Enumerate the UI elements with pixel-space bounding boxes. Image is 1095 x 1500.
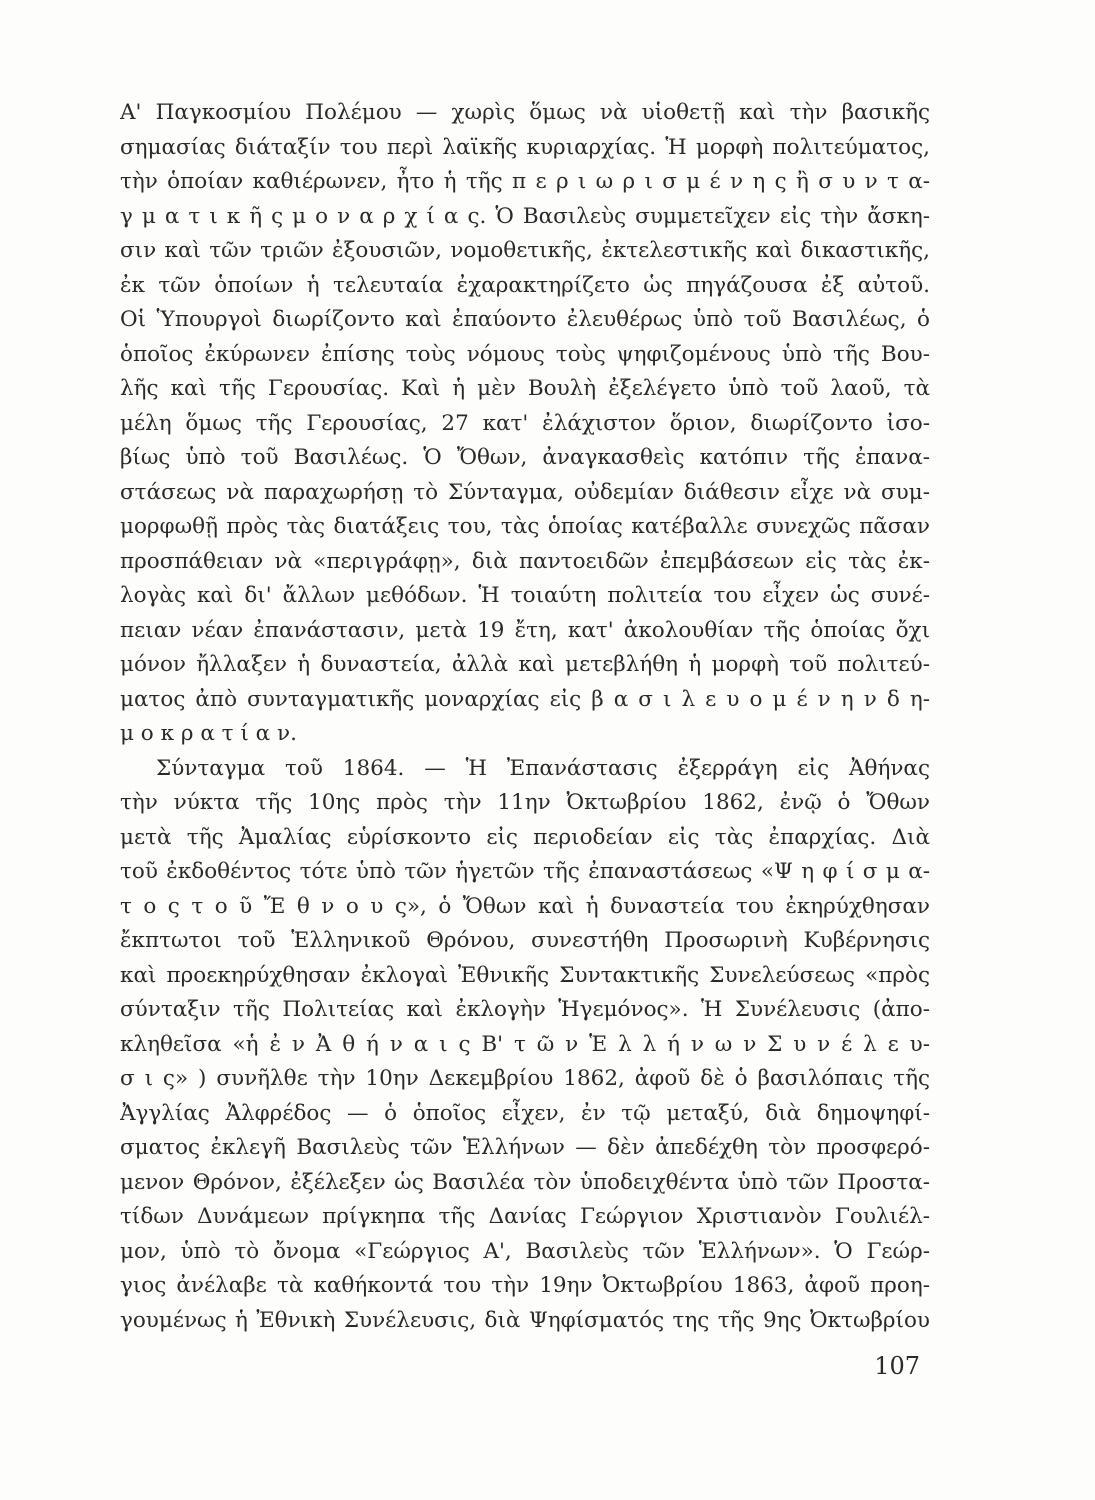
text-line: Α' Παγκοσμίου Πολέμου — χωρὶς ὅμως νὰ υἱοθετῇ καὶ τὴν βασικῆς [120,100,930,125]
text-line: λῆς καὶ τῆς Γερουσίας. Καὶ ἡ μὲν Βουλὴ ἐξελέγετο ὑπὸ τοῦ λαοῦ, τὰ [120,376,930,401]
section-heading-line: Σύνταγμα τοῦ 1864. — Ἡ Ἐπανάστασις ἐξερράγη εἰς Ἀθήνας [156,755,930,781]
text-line: τοῦ ἐκδοθέντος τότε ὑπὸ τῶν ἡγετῶν τῆς ἐπαναστάσεως «Ψ η φ ί σ μ α- [120,859,930,884]
text-line: πειαν νέαν ἐπανάστασιν, μετὰ 19 ἔτη, κατ' ἀκολουθίαν τῆς ὁποίας ὄχι [120,617,930,643]
text-line: μόνον ἤλλαξεν ἡ δυναστεία, ἀλλὰ καὶ μετεβλήθη ἡ μορφὴ τοῦ πολιτεύ- [120,652,930,677]
text-line: μετὰ τῆς Ἀμαλίας εὑρίσκοντο εἰς περιοδείαν εἰς τὰς ἐπαρχίας. Διὰ [120,824,930,850]
text-line: ἔκπτωτοι τοῦ Ἑλληνικοῦ Θρόνου, συνεστήθη Προσωρινὴ Κυβέρνησις [120,928,930,953]
text-line: γουμένως ἡ Ἐθνικὴ Συνέλευσις, διὰ Ψηφίσματός της τῆς 9ης Ὀκτωβρίου [120,1307,930,1333]
text-line: γ μ α τ ι κ ῆ ς μ ο ν α ρ χ ί α ς. Ὁ Βασιλεὺς συμμετεῖχεν εἰς τὴν ἄσκη- [120,203,930,229]
text-line: σύνταξιν τῆς Πολιτείας καὶ ἐκλογὴν Ἡγεμόνος». Ἡ Συνέλευσις (ἀπο- [120,997,930,1022]
text-line: σματος ἐκλεγῆ Βασιλεὺς τῶν Ἑλλήνων — δὲν ἀπεδέχθη τὸν προσφερό- [120,1135,930,1160]
text-line: Οἱ Ὑπουργοὶ διωρίζοντο καὶ ἐπαύοντο ἐλευθέρως ὑπὸ τοῦ Βασιλέως, ὁ [120,307,930,332]
text-line: μ ο κ ρ α τ ί α ν. [120,721,297,746]
text-line: τὴν ὁποίαν καθιέρωνεν, ἦτο ἡ τῆς π ε ρ ι ω ρ ι σ μ έ ν η ς ἢ σ υ ν τ α- [120,169,930,194]
text-line: ἐκ τῶν ὁποίων ἡ τελευταία ἐχαρακτηρίζετο ὡς πηγάζουσα ἐξ αὐτοῦ. [120,272,930,298]
page-number: 107 [874,1352,920,1380]
text-line: βίως ὑπὸ τοῦ Βασιλέως. Ὁ Ὄθων, ἀναγκασθεὶς κατόπιν τῆς ἐπανα- [120,445,930,470]
text-line: λογὰς καὶ δι' ἄλλων μεθόδων. Ἡ τοιαύτη πολιτεία του εἶχεν ὡς συνέ- [120,583,930,608]
text-line: μον, ὑπὸ τὸ ὄνομα «Γεώργιος Α', Βασιλεὺς τῶν Ἑλλήνων». Ὁ Γεώρ- [120,1238,930,1264]
text-line: τίδων Δυνάμεων πρίγκηπα τῆς Δανίας Γεώργιον Χριστιανὸν Γουλιέλ- [120,1204,930,1229]
body-text [120,96,930,1338]
text-line: καὶ προεκηρύχθησαν ἐκλογαὶ Ἐθνικῆς Συντακτικῆς Συνελεύσεως «πρὸς [120,962,930,988]
text-line: μορφωθῇ πρὸς τὰς διατάξεις του, τὰς ὁποίας κατέβαλλε συνεχῶς πᾶσαν [120,514,930,539]
text-line: ὁποῖος ἐκύρωνεν ἐπίσης τοὺς νόμους τοὺς ψηφιζομένους ὑπὸ τῆς Βου- [120,341,930,367]
text-line: γιος ἀνέλαβε τὰ καθήκοντά του τὴν 19ην Ὀκτωβρίου 1863, ἀφοῦ προη- [120,1273,930,1298]
text-line: τὴν νύκτα τῆς 10ης πρὸς τὴν 11ην Ὀκτωβρίου 1862, ἐνῷ ὁ Ὄθων [120,790,930,815]
text-line: σημασίας διάταξίν του περὶ λαϊκῆς κυριαρχίας. Ἡ μορφὴ πολιτεύματος, [120,134,930,160]
text-line: Ἀγγλίας Ἀλφρέδος — ὁ ὁποῖος εἶχεν, ἐν τῷ μεταξύ, διὰ δημοψηφί- [120,1100,930,1126]
text-line: σ ι ς» ) συνῆλθε τὴν 10ην Δεκεμβρίου 1862, ἀφοῦ δὲ ὁ βασιλόπαις τῆς [120,1066,930,1091]
text-line: τ ο ς τ ο ῦ Ἔ θ ν ο υ ς», ὁ Ὄθων καὶ ἡ δυναστεία του ἐκηρύχθησαν [120,893,930,919]
text-line: ματος ἀπὸ συνταγματικῆς μοναρχίας εἰς β α σ ι λ ε υ ο μ έ ν η ν δ η- [120,686,930,712]
text-line: στάσεως νὰ παραχωρήσῃ τὸ Σύνταγμα, οὐδεμίαν διάθεσιν εἶχε νὰ συμ- [120,479,930,505]
text-line: μέλη ὅμως τῆς Γερουσίας, 27 κατ' ἐλάχιστον ὅριον, διωρίζοντο ἰσο- [120,410,930,436]
text-line: σιν καὶ τῶν τριῶν ἐξουσιῶν, νομοθετικῆς, ἐκτελεστικῆς καὶ δικαστικῆς, [120,238,930,263]
text-line: μενον Θρόνον, ἐξέλεξεν ὡς Βασιλέα τὸν ὑποδειχθέντα ὑπὸ τῶν Προστα- [120,1169,930,1195]
text-line: κληθεῖσα «ἡ ἐ ν Ἀ θ ή ν α ι ς Β' τ ῶ ν Ἑ λ λ ή ν ω ν Σ υ ν έ λ ε υ- [120,1031,930,1057]
text-line: προσπάθειαν νὰ «περιγράφῃ», διὰ παντοειδῶν ἐπεμβάσεων εἰς τὰς ἐκ- [120,548,930,574]
